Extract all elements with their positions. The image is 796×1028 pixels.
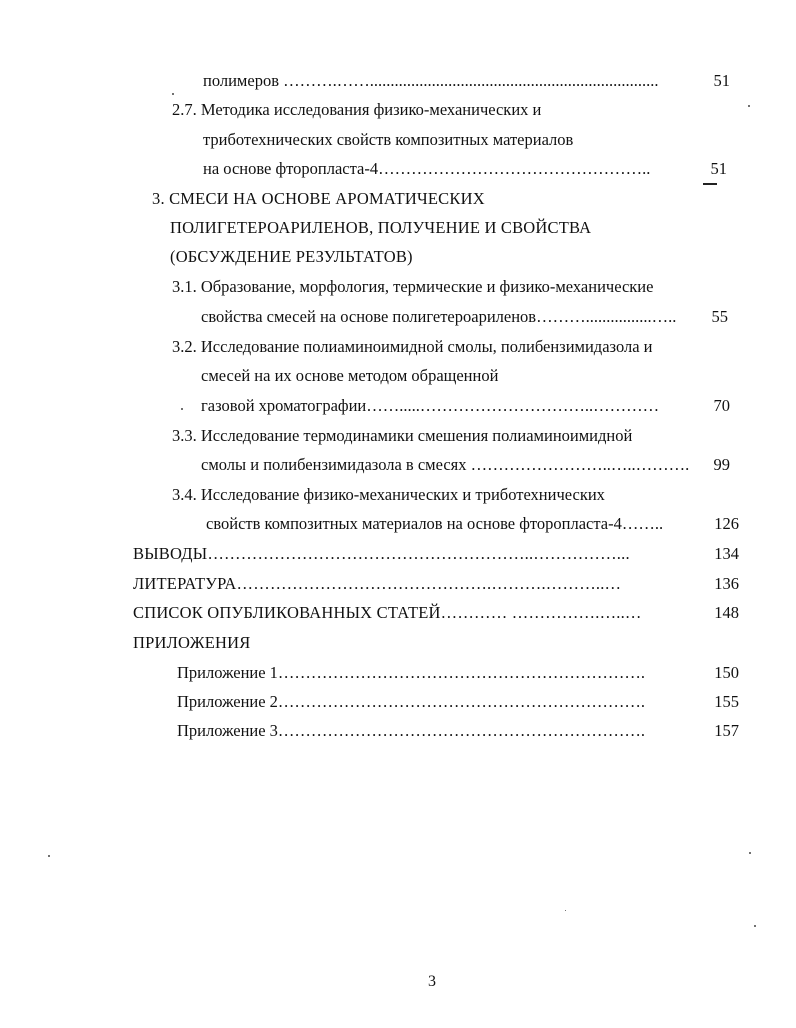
toc-line-15: 3.4. Исследование физико-механических и триботехнических <box>172 485 605 504</box>
toc-page-1: 51 <box>713 71 730 90</box>
scan-speck <box>48 855 50 857</box>
toc-line-13: 3.3. Исследование термодинамики смешения полиаминоимидной <box>172 426 633 445</box>
toc-line-3: триботехнических свойств композитных материалов <box>203 130 574 149</box>
toc-line-5: 3. СМЕСИ НА ОСНОВЕ АРОМАТИЧЕСКИХ <box>152 189 485 208</box>
toc-line-7: (ОБСУЖДЕНИЕ РЕЗУЛЬТАТОВ) <box>170 247 413 266</box>
scan-speck <box>754 925 756 927</box>
toc-page-21: 150 <box>714 663 739 682</box>
scan-speck <box>181 408 183 410</box>
toc-line-1: полимеров ……….……...................................................................... <box>203 71 659 90</box>
toc-page-22: 155 <box>714 692 739 711</box>
scan-speck <box>172 93 174 95</box>
toc-line-17: ВЫВОДЫ…………………………………………………..……………... <box>133 544 630 563</box>
toc-page-4: 51 <box>710 159 727 178</box>
toc-line-4: на основе фторопласта-4………………………………………….. <box>203 159 651 178</box>
toc-line-14: смолы и полибензимидазола в смесях ……………………..…..………. <box>201 455 690 474</box>
toc-line-6: ПОЛИГЕТЕРОАРИЛЕНОВ, ПОЛУЧЕНИЕ И СВОЙСТВА <box>170 218 592 237</box>
toc-page-18: 136 <box>714 574 739 593</box>
toc-page-12: 70 <box>713 396 730 415</box>
toc-line-23: Приложение 3…………………………………………………………. <box>177 721 646 740</box>
scan-speck <box>565 910 566 911</box>
toc-page-19: 148 <box>714 603 739 622</box>
toc-page-9: 55 <box>711 307 728 326</box>
toc-line-20: ПРИЛОЖЕНИЯ <box>133 633 251 652</box>
toc-line-16: свойств композитных материалов на основе фторопласта-4…….. <box>206 514 664 533</box>
toc-line-10: 3.2. Исследование полиаминоимидной смолы, полибензимидазола и <box>172 337 653 356</box>
toc-page-16: 126 <box>714 514 739 533</box>
scan-mark <box>703 183 717 185</box>
toc-line-9: свойства смесей на основе полигетероариленов………................….. <box>201 307 677 326</box>
toc-line-12: газовой хроматографии…….....…………………………..………… <box>201 396 660 415</box>
scan-speck <box>749 852 751 854</box>
toc-page-14: 99 <box>713 455 730 474</box>
toc-line-21: Приложение 1…………………………………………………………. <box>177 663 646 682</box>
toc-line-19: СПИСОК ОПУБЛИКОВАННЫХ СТАТЕЙ………… …………….…..… <box>133 603 642 622</box>
toc-line-11: смесей на их основе методом обращенной <box>201 366 499 385</box>
toc-line-8: 3.1. Образование, морфология, термические и физико-механические <box>172 277 654 296</box>
toc-line-22: Приложение 2…………………………………………………………. <box>177 692 646 711</box>
toc-page-17: 134 <box>714 544 739 563</box>
toc-page-23: 157 <box>714 721 739 740</box>
toc-line-2: 2.7. Методика исследования физико-механических и <box>172 100 542 119</box>
page-number: 3 <box>428 973 436 990</box>
scan-speck <box>748 105 750 107</box>
toc-line-18: ЛИТЕРАТУРА……………………………………….……….………..… <box>133 574 622 593</box>
